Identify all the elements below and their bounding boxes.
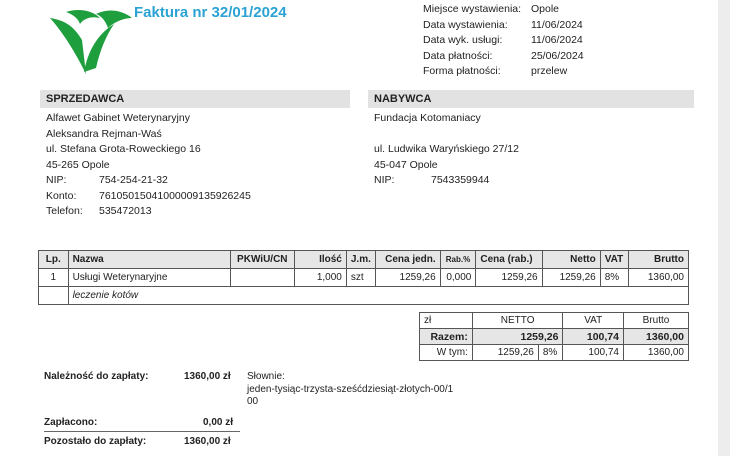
seller-konto: 76105015041000009135926245 <box>99 189 251 202</box>
seller-nip: 754-254-21-32 <box>99 174 168 186</box>
buyer-header: NABYWCA <box>368 90 694 108</box>
cell-brutto: 1360,00 <box>628 269 688 287</box>
cell-cena-rab: 1259,26 <box>476 269 542 287</box>
invoice-title: Faktura nr 32/01/2024 <box>134 4 287 21</box>
razem-vat: 100,74 <box>563 329 624 345</box>
seller-name: Alfawet Gabinet Weterynaryjny <box>46 112 190 124</box>
seller-owner: Aleksandra Rejman-Waś <box>46 127 162 140</box>
seller-konto-label: Konto: <box>46 189 77 202</box>
seller-nip-label: NIP: <box>46 174 67 186</box>
seller-street: ul. Stefana Grota-Roweckiego 16 <box>46 143 201 155</box>
summary-table <box>419 312 689 361</box>
cell-rab: 0,000 <box>440 269 476 287</box>
buyer-nip-label: NIP: <box>374 174 395 186</box>
cell-pkwiu <box>230 269 294 287</box>
buyer-city: 45-047 Opole <box>374 158 438 171</box>
seller-block <box>46 111 251 220</box>
words-line2: 00 <box>247 396 259 407</box>
wtym-netto: 1259,26 <box>472 345 538 361</box>
cell-ilosc: 1,000 <box>294 269 346 287</box>
cell-nazwa: Usługi Weterynaryjne <box>68 269 230 287</box>
meta-label: Miejsce wystawienia: <box>423 3 522 15</box>
due-label: Należność do zapłaty: <box>44 371 149 382</box>
meta-value: 25/06/2024 <box>531 49 584 62</box>
wtym-brutto: 1360,00 <box>623 345 688 361</box>
cell-note: leczenie kotów <box>68 287 688 305</box>
words-line1: jeden-tysiąc-trzysta-sześćdziesiąt-złotych-00/1 <box>247 383 454 395</box>
cell-cena: 1259,26 <box>376 269 440 287</box>
buyer-name: Fundacja Kotomaniacy <box>374 112 481 124</box>
buyer-block <box>374 111 519 189</box>
summary-vat-header: VAT <box>563 313 624 329</box>
col-cena-rab: Cena (rab.) <box>476 251 542 269</box>
seller-tel-label: Telefon: <box>46 205 83 217</box>
meta-label: Data wyk. usługi: <box>423 34 503 46</box>
col-cena: Cena jedn. <box>376 251 440 269</box>
buyer-nip: 7543359944 <box>431 174 490 186</box>
invoice-meta <box>423 2 584 80</box>
cell-vat: 8% <box>600 269 628 287</box>
table-row-note <box>39 287 689 305</box>
wtym-rate: 8% <box>538 345 563 361</box>
wtym-vat: 100,74 <box>563 345 624 361</box>
col-netto: Netto <box>542 251 600 269</box>
cell-empty <box>39 287 69 305</box>
paid-value: 0,00 zł <box>203 417 234 428</box>
col-jm: J.m. <box>346 251 376 269</box>
meta-value: 11/06/2024 <box>531 18 583 31</box>
seller-tel: 535472013 <box>99 205 152 217</box>
col-pkwiu: PKWiU/CN <box>230 251 294 269</box>
amount-in-words <box>247 371 467 409</box>
meta-label: Forma płatności: <box>423 65 501 77</box>
seller-header: SPRZEDAWCA <box>40 90 350 108</box>
remaining-value: 1360,00 zł <box>184 436 231 447</box>
summary-brutto-header: Brutto <box>623 313 688 329</box>
meta-label: Data płatności: <box>423 49 493 62</box>
items-table <box>38 250 689 305</box>
seller-city: 45-265 Opole <box>46 158 110 171</box>
meta-value: przelew <box>531 65 568 77</box>
table-row <box>39 269 689 287</box>
col-vat: VAT <box>600 251 628 269</box>
col-nazwa: Nazwa <box>68 251 230 269</box>
items-header-row <box>39 251 689 269</box>
page-edge <box>718 0 730 456</box>
remaining-label: Pozostało do zapłaty: <box>44 436 147 447</box>
razem-label: Razem: <box>420 329 473 345</box>
cell-netto: 1259,26 <box>542 269 600 287</box>
company-logo <box>44 6 134 76</box>
razem-netto: 1259,26 <box>472 329 563 345</box>
paid-label: Zapłacono: <box>44 417 98 428</box>
buyer-street: ul. Ludwika Waryńskiego 27/12 <box>374 143 519 155</box>
due-value: 1360,00 zł <box>184 371 231 382</box>
totals-divider <box>44 431 240 432</box>
meta-value: Opole <box>531 3 560 15</box>
summary-currency: zł <box>420 313 473 329</box>
col-ilosc: Ilość <box>294 251 346 269</box>
col-lp: Lp. <box>39 251 69 269</box>
cell-lp: 1 <box>39 269 69 287</box>
words-label: Słownie: <box>247 371 285 382</box>
summary-wtym-row <box>420 345 689 361</box>
summary-razem-row <box>420 329 689 345</box>
cell-jm: szt <box>346 269 376 287</box>
razem-brutto: 1360,00 <box>623 329 688 345</box>
wtym-label: W tym: <box>420 345 473 361</box>
summary-netto-header: NETTO <box>472 313 563 329</box>
meta-value: 11/06/2024 <box>531 34 583 46</box>
meta-label: Data wystawienia: <box>423 18 508 31</box>
col-brutto: Brutto <box>628 251 688 269</box>
summary-header-row <box>420 313 689 329</box>
col-rab: Rab.% <box>440 251 476 269</box>
